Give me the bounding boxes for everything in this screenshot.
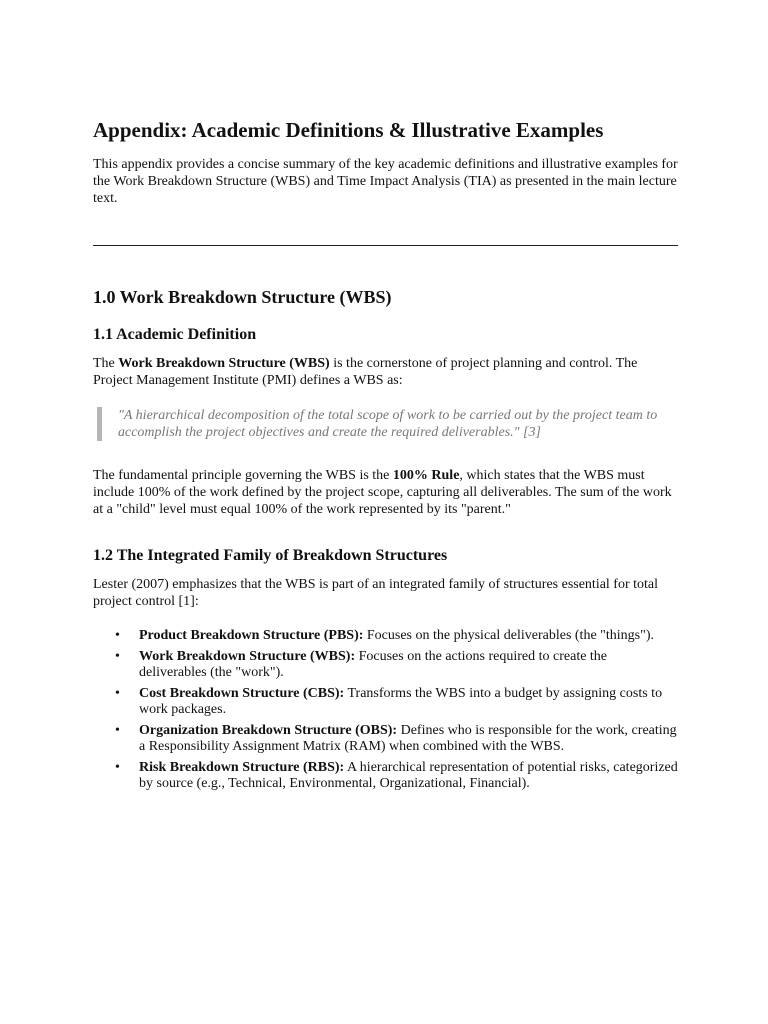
bullet-icon: • [115,648,120,664]
list-item-term: Work Breakdown Structure (WBS): [139,648,356,664]
definition-text-post: is the cornerstone of project planning and control. The Project Management Institute (PMI) defines a WBS as: [93,356,638,388]
rule-text-pre: The fundamental principle governing the WBS is the [93,468,393,483]
definition-text-pre: The [93,356,119,371]
list-item-desc: A hierarchical representation of potential risks, categorized by source (e.g., Technical, Environmental, Organizational, Financial). [139,759,678,791]
list-item [115,648,678,682]
list-item-term: Risk Breakdown Structure (RBS): [139,759,345,775]
list-item [115,628,678,645]
list-item-desc: Focuses on the actions required to create the deliverables (the "work"). [139,648,608,680]
document-body [93,116,678,797]
horizontal-divider [93,245,678,246]
rule-text-post: , which states that the WBS must include 100% of the work defined by the project scope, capturing all deliverables. The sum of the work at a "child" level must equal 100% of the work represented by its "parent." [93,468,672,517]
list-item [115,722,678,756]
intro-paragraph: This appendix provides a concise summary of the key academic definitions and illustrative examples for the Work Breakdown Structure (WBS) and Time Impact Analysis (TIA) as presented in the main lecture text. [93,157,678,206]
definition-term: Work Breakdown Structure (WBS) [118,356,330,371]
list-item [115,685,678,719]
breakdown-structures-list [93,628,678,793]
list-item [115,759,678,793]
list-item-term: Product Breakdown Structure (PBS): [139,628,364,643]
list-item-term: Organization Breakdown Structure (OBS): [139,722,398,738]
lester-paragraph: Lester (2007) emphasizes that the WBS is part of an integrated family of structures essential for total project control [1]: [93,577,659,609]
list-item-term: Cost Breakdown Structure (CBS): [139,685,345,701]
list-item-desc: Focuses on the physical deliverables (the "things"). [363,628,654,643]
bullet-icon: • [115,759,120,775]
hundred-percent-rule-paragraph [93,467,678,518]
bullet-icon: • [115,685,120,701]
page-title: Appendix: Academic Definitions & Illustrative Examples [93,118,604,142]
section-heading-wbs: 1.0 Work Breakdown Structure (WBS) [93,287,392,307]
bullet-icon: • [115,722,120,738]
rule-term: 100% Rule [392,468,460,483]
subsection-heading-family: 1.2 The Integrated Family of Breakdown Structures [93,547,448,564]
pmi-quote: "A hierarchical decomposition of the total scope of work to be carried out by the project team to accomplish the project objectives and create the required deliverables." [3] [97,407,678,441]
list-item-desc: Defines who is responsible for the work, creating a Responsibility Assignment Matrix (RAM) when combined with the WBS. [139,722,677,754]
subsection-heading-definition: 1.1 Academic Definition [93,326,257,343]
definition-paragraph [93,355,678,389]
bullet-icon: • [115,628,120,643]
list-item-desc: Transforms the WBS into a budget by assigning costs to work packages. [139,685,663,717]
